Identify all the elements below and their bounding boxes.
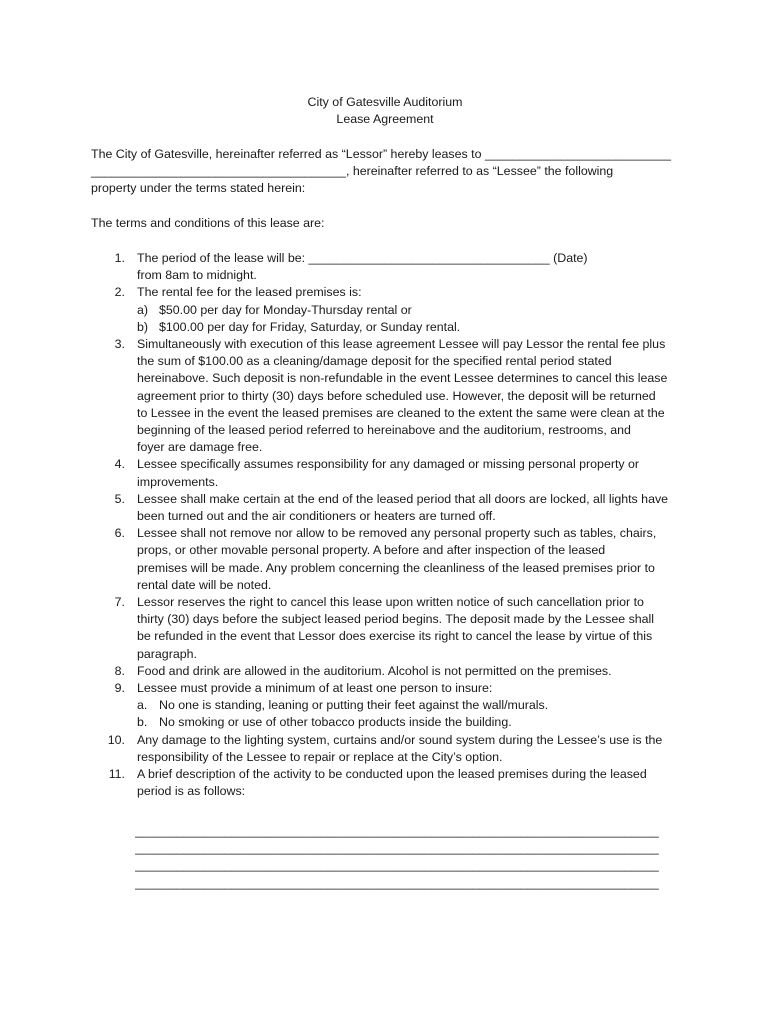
term-number: 8. <box>114 663 125 678</box>
term-text-line: premises will be made. Any problem concerning the cleanliness of the leased premises prior to <box>137 560 655 575</box>
subitem-letter: b. <box>137 715 148 730</box>
term-text-line: thirty (30) days before the subject leased period begins. The deposit made by the Lessee shall <box>137 612 655 627</box>
term-item <box>91 491 691 525</box>
term-text-line: hereinabove. Such deposit is non-refundable in the event Lessee determines to cancel this lease <box>137 371 668 386</box>
subitem-text: No smoking or use of other tobacco products inside the building. <box>159 715 512 730</box>
intro-line: _____________________________________, hereinafter referred to as “Lessee” the following <box>91 164 614 179</box>
term-text-line: Any damage to the lighting system, curtains and/or sound system during the Lessee’s use is the <box>137 732 663 747</box>
term-number: 4. <box>114 457 125 472</box>
terms-lead: The terms and conditions of this lease are: <box>91 216 325 230</box>
blank-fill-line: ____________________________________________________________________________ <box>135 841 659 856</box>
term-item <box>91 680 691 732</box>
term-text-line: The period of the lease will be: ___________________________________ (Date) <box>137 251 588 265</box>
term-text-line: responsibility of the Lessee to repair or replace at the City’s option. <box>137 749 503 764</box>
intro-paragraph <box>91 146 691 198</box>
term-text-line: the sum of $100.00 as a cleaning/damage deposit for the specified rental period stated <box>137 354 612 369</box>
term-item <box>91 732 691 766</box>
term-text-line: from 8am to midnight. <box>137 268 257 283</box>
term-subitem <box>137 697 691 714</box>
term-text-line: foyer are damage free. <box>137 440 263 455</box>
term-text-line: A brief description of the activity to be conducted upon the leased premises during the leased <box>137 767 647 782</box>
term-item <box>91 250 691 284</box>
term-text-line: Simultaneously with execution of this lease agreement Lessee will pay Lessor the rental fee plus <box>137 337 666 352</box>
term-item <box>91 766 691 800</box>
term-item <box>91 336 691 456</box>
term-text-line: period is as follows: <box>137 784 246 799</box>
term-number: 2. <box>114 285 125 300</box>
term-item <box>91 456 691 490</box>
term-item <box>91 663 691 680</box>
intro-line: property under the terms stated herein: <box>91 181 306 196</box>
term-subitem <box>137 714 691 731</box>
term-text-line: props, or other movable personal property. A before and after inspection of the leased <box>137 543 606 558</box>
term-number: 6. <box>114 526 125 541</box>
term-subitem <box>137 319 691 336</box>
subitem-text: $100.00 per day for Friday, Saturday, or Sunday rental. <box>159 319 461 334</box>
term-text-line: Lessee specifically assumes responsibility for any damaged or missing personal property or <box>137 457 640 472</box>
document-subtitle: Lease Agreement <box>336 112 434 126</box>
subitem-letter: a) <box>137 302 149 317</box>
term-text-line: improvements. <box>137 474 219 489</box>
term-text-line: been turned out and the air conditioners or heaters are turned off. <box>137 509 496 524</box>
term-text-line: agreement prior to thirty (30) days before scheduled use. However, the deposit will be returned <box>137 388 656 403</box>
term-text-line: Lessor reserves the right to cancel this lease upon written notice of such cancellation prior to <box>137 595 644 610</box>
term-item <box>91 594 691 663</box>
term-number: 10. <box>107 732 125 747</box>
blank-fill-line: ____________________________________________________________________________ <box>135 858 659 873</box>
term-text-line: Lessee shall make certain at the end of the leased period that all doors are locked, all lights have <box>137 491 669 506</box>
term-text-line: The rental fee for the leased premises is: <box>137 285 362 300</box>
intro-line: The City of Gatesville, hereinafter referred as “Lessor” hereby leases to ___________________________ <box>91 147 671 161</box>
term-text-line: Food and drink are allowed in the auditorium. Alcohol is not permitted on the premises. <box>137 663 612 678</box>
term-number: 3. <box>114 337 125 352</box>
term-text-line: Lessee shall not remove nor allow to be removed any personal property such as tables, chairs, <box>137 526 657 541</box>
term-subitem <box>137 302 691 319</box>
term-number: 1. <box>114 251 125 265</box>
blank-fill-line: ____________________________________________________________________________ <box>135 824 659 838</box>
term-number: 9. <box>114 681 125 696</box>
subitem-letter: b) <box>137 319 149 334</box>
term-item <box>91 284 691 336</box>
term-number: 7. <box>114 595 125 610</box>
document-title: City of Gatesville Auditorium <box>307 95 463 109</box>
term-text-line: paragraph. <box>137 646 197 661</box>
subitem-text: No one is standing, leaning or putting their feet against the wall/murals. <box>159 698 549 713</box>
term-number: 11. <box>108 767 125 782</box>
activity-description-blanks <box>135 823 680 892</box>
term-text-line: Lessee must provide a minimum of at least one person to insure: <box>137 681 493 696</box>
terms-list <box>91 250 691 801</box>
term-text-line: rental date will be noted. <box>137 577 272 592</box>
term-item <box>91 525 691 594</box>
blank-fill-line: ____________________________________________________________________________ <box>135 875 659 890</box>
term-text-line: beginning of the leased period referred to hereinabove and the auditorium, restrooms, and <box>137 423 631 438</box>
term-text-line: to Lessee in the event the leased premises are cleaned to the extent the same were clean at the <box>137 405 665 420</box>
term-text-line: be refunded in the event that Lessor does exercise its right to cancel the lease by virtue of this <box>137 629 653 644</box>
subitem-letter: a. <box>137 698 148 713</box>
term-number: 5. <box>114 491 125 506</box>
subitem-text: $50.00 per day for Monday-Thursday rental or <box>159 302 412 317</box>
